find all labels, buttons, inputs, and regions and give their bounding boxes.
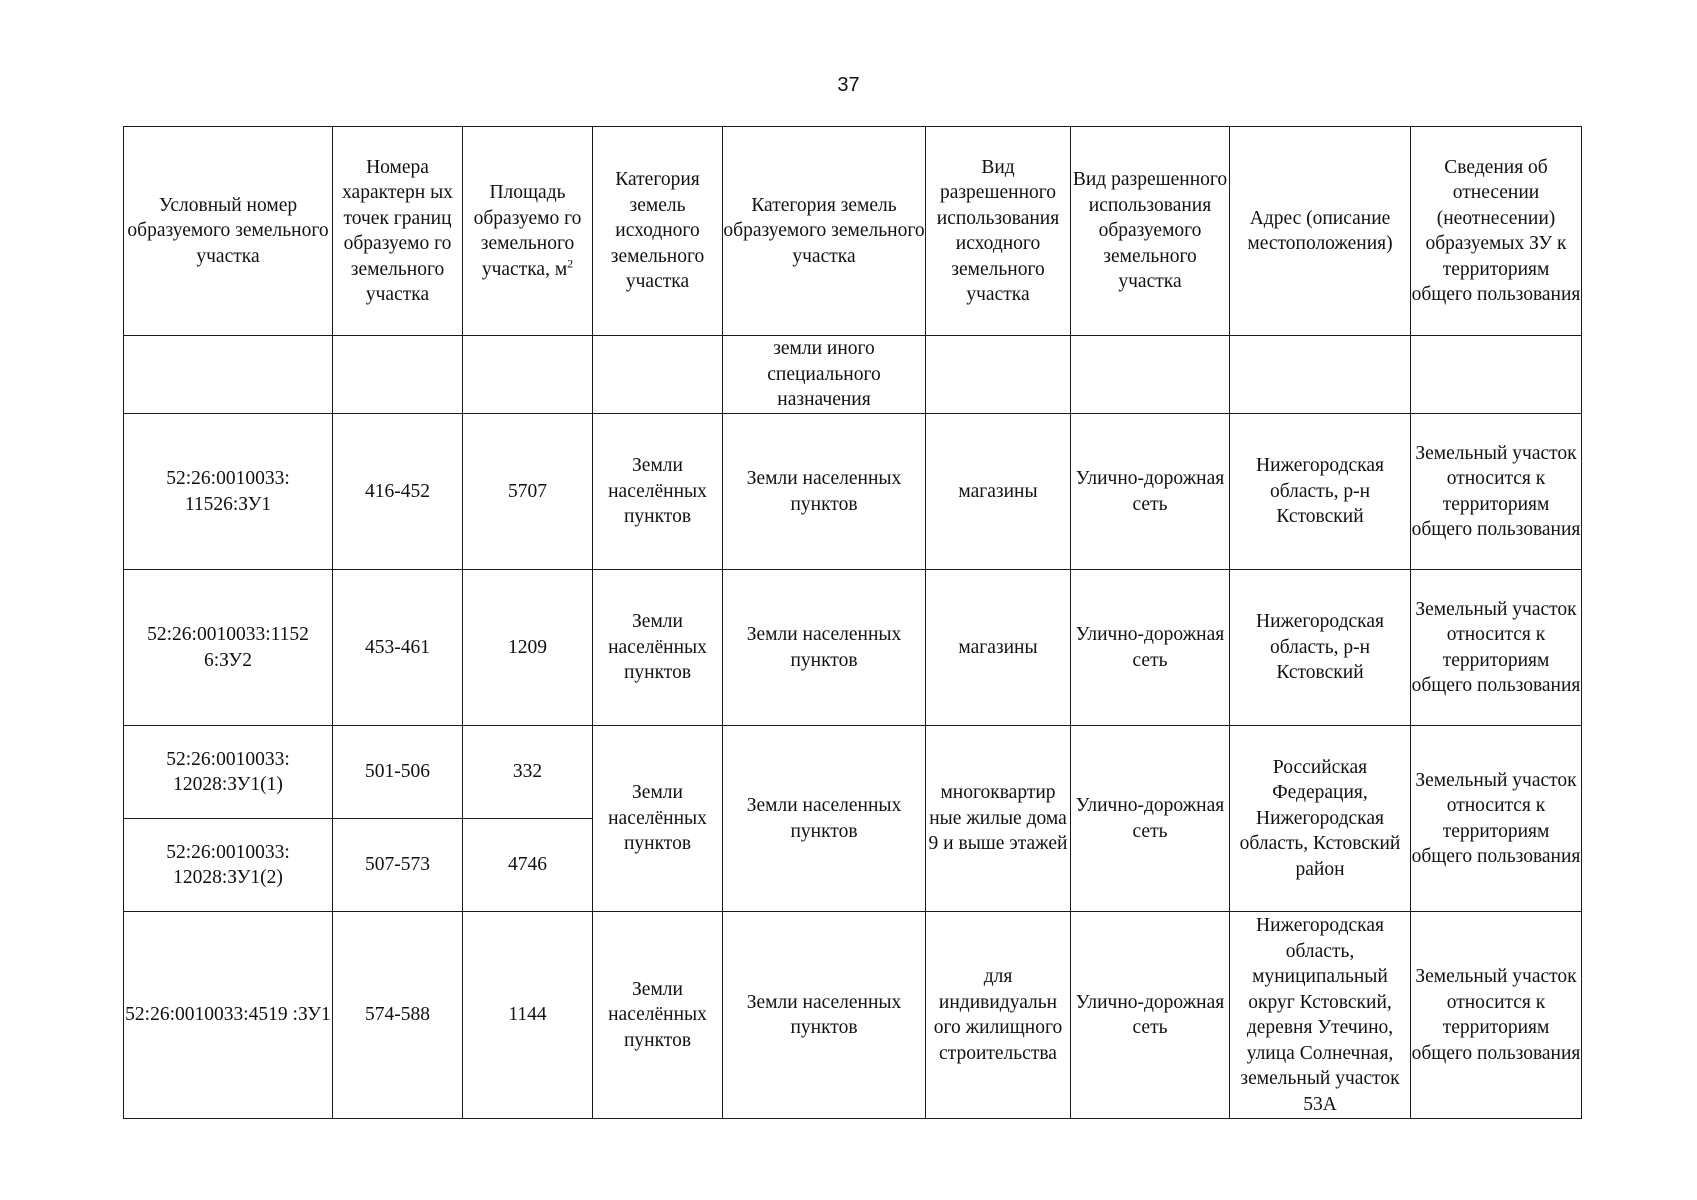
cell-area: 1144 xyxy=(463,912,593,1119)
cell-source-category: Земли населённых пунктов xyxy=(593,570,723,726)
cell-plot-number: 52:26:0010033:4519 :ЗУ1 xyxy=(124,912,333,1119)
cell-new-category: Земли населенных пунктов xyxy=(723,570,926,726)
cell-address: Нижегородская область, муниципальный округ Кстовский, деревня Утечино, улица Солнечная, земельный участок 53А xyxy=(1230,912,1411,1119)
cell-new-use: Улично-дорожная сеть xyxy=(1071,570,1230,726)
cell-source-use: магазины xyxy=(926,414,1071,570)
cell-plot-number: 52:26:0010033:1152 6:ЗУ2 xyxy=(124,570,333,726)
header-new-use: Вид разрешенного использования образуемого земельного участка xyxy=(1071,127,1230,336)
table-row xyxy=(124,336,1582,414)
cell-source-category: Земли населённых пунктов xyxy=(593,912,723,1119)
cell-new-use: Улично-дорожная сеть xyxy=(1071,912,1230,1119)
cell-address: Российская Федерация, Нижегородская область, Кстовский район xyxy=(1230,726,1411,912)
header-boundary-points: Номера характерн ых точек границ образуемо го земельного участка xyxy=(333,127,463,336)
table-row xyxy=(124,570,1582,726)
cell-area: 332 xyxy=(463,726,593,819)
cell-plot-number: 52:26:0010033: 12028:ЗУ1(2) xyxy=(124,819,333,912)
cell-new-category: Земли населенных пунктов xyxy=(723,414,926,570)
header-public-use: Сведения об отнесении (неотнесении) образуемых ЗУ к территориям общего пользования xyxy=(1411,127,1582,336)
cell-boundary-points: 501-506 xyxy=(333,726,463,819)
cell-area: 5707 xyxy=(463,414,593,570)
cell-public-use: Земельный участок относится к территориям общего пользования xyxy=(1411,726,1582,912)
cell-source-use: для индивидуальн ого жилищного строительства xyxy=(926,912,1071,1119)
cell-public-use: Земельный участок относится к территориям общего пользования xyxy=(1411,912,1582,1119)
cell-new-category: земли иного специального назначения xyxy=(723,336,926,414)
header-area: Площадь образуемо го земельного участка, $м^2$ xyxy=(463,127,593,336)
page-number: 37 xyxy=(837,74,860,96)
cell-boundary-points: 453-461 xyxy=(333,570,463,726)
cell-new-category: Земли населенных пунктов xyxy=(723,726,926,912)
cell-address: Нижегородская область, р-н Кстовский xyxy=(1230,414,1411,570)
cell-boundary-points: 507-573 xyxy=(333,819,463,912)
cell-source-use: магазины xyxy=(926,570,1071,726)
cell-source-category: Земли населённых пунктов xyxy=(593,726,723,912)
cell-address: Нижегородская область, р-н Кстовский xyxy=(1230,570,1411,726)
cell-boundary-points: 416-452 xyxy=(333,414,463,570)
cell-area: 1209 xyxy=(463,570,593,726)
header-plot-number: Условный номер образуемого земельного участка xyxy=(124,127,333,336)
header-source-use: Вид разрешенного использования исходного земельного участка xyxy=(926,127,1071,336)
cell-area: 4746 xyxy=(463,819,593,912)
table-header-row xyxy=(124,127,1582,336)
cell-source-category: Земли населённых пунктов xyxy=(593,414,723,570)
header-source-category: Категория земель исходного земельного участка xyxy=(593,127,723,336)
cell-new-category: Земли населенных пунктов xyxy=(723,912,926,1119)
cell-boundary-points: 574-588 xyxy=(333,912,463,1119)
cell-plot-number: 52:26:0010033: 11526:ЗУ1 xyxy=(124,414,333,570)
cell-public-use: Земельный участок относится к территориям общего пользования xyxy=(1411,414,1582,570)
cell-public-use: Земельный участок относится к территориям общего пользования xyxy=(1411,570,1582,726)
cell-source-use: многоквартир ные жилые дома 9 и выше этажей xyxy=(926,726,1071,912)
table-row xyxy=(124,912,1582,1119)
header-address: Адрес (описание местоположения) xyxy=(1230,127,1411,336)
header-new-category: Категория земель образуемого земельного участка xyxy=(723,127,926,336)
land-plots-table xyxy=(123,126,1582,1119)
cell-plot-number: 52:26:0010033: 12028:ЗУ1(1) xyxy=(124,726,333,819)
table-row xyxy=(124,726,1582,819)
cell-new-use: Улично-дорожная сеть xyxy=(1071,414,1230,570)
table-row xyxy=(124,414,1582,570)
cell-new-use: Улично-дорожная сеть xyxy=(1071,726,1230,912)
